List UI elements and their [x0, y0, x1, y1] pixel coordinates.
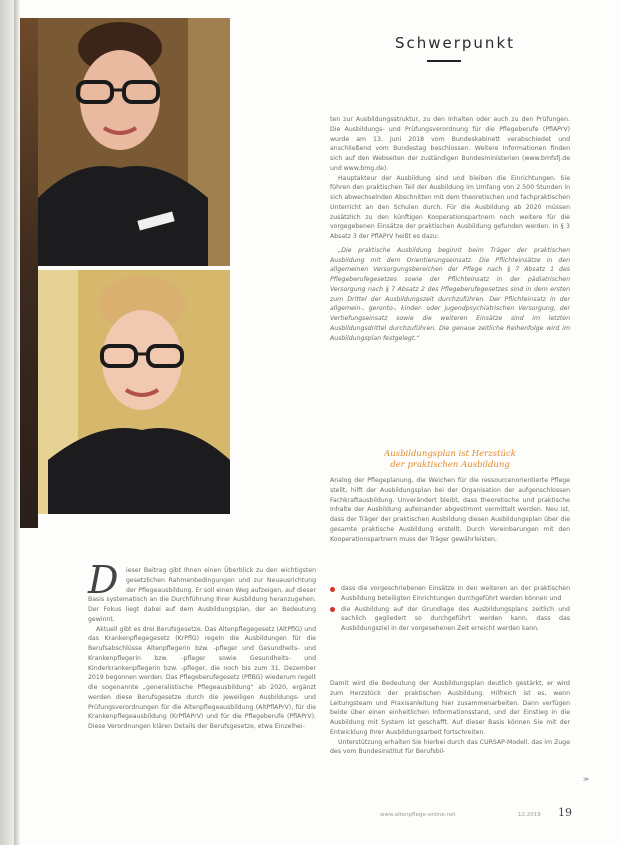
lead-paragraph: ieser Beitrag gibt Ihnen einen Überblick zu den wichtigsten gesetzlichen Rahmenbedingungen und zur Neuausrichtung der Pflegeausbildung. Er soll einen Weg aufzeigen, auf dieser Basis systematisch an die Durchführung Ihrer Ausbildung heranzugehen. Der Fokus liegt dabei auf dem Ausbildungsplan, der an Bedeutung gewinnt.	[88, 567, 316, 623]
paragraph: Analog der Pflegeplanung, die Weichen für die ressourcenorientierte Pflege stellt, hilft der Ausbildungsplan bei der Organisation der aufgenschlossen Fachkraftausbildung. Unverändert bleibt, dass theoretische und praktische Inhalte der Ausbildung aufeinander abgestimmt vermittelt werden. Neu ist, dass der Träger der praktischen Ausbildung diesen Ausbildungsplan über die gesamte praktische Ausbildung erstellt. Durch Vereinbarungen mit den Kooperationspartnern muss der Träger gewährleisten,	[330, 477, 570, 543]
portrait-illustration-2	[38, 270, 230, 514]
bullet-list	[330, 584, 570, 634]
paragraph: Damit wird die Bedeutung der Ausbildungsplan deutlich gestärkt, er wird zum Herzstück der praktischen Ausbildung. Hilfreich ist es, wenn Leitungsteam und Praxisanleitung hier zusammenarbeiten. Dann verfügen beide über einen einheitlichen Informationsstand, und der Einstieg in die Ausbildung mit System ist geschafft. Auf dieser Basis können Sie mit der Entwicklung Ihrer Ausbildungsarbeit fortschreiten.	[330, 680, 570, 736]
portrait-illustration-1	[38, 18, 230, 266]
list-item: dass die vorgeschriebenen Einsätze in den weiteren an der praktischen Ausbildung beteiligten Einrichtungen durchgeführt werden können und	[330, 584, 570, 604]
footer-date: 12.2019	[518, 812, 541, 818]
paragraph: Aktuell gibt es drei Berufsgesetze. Das Altenpflegegesetz (AltPflG) und das Krankenpflegegesetz (KrPflG) regeln die Ausbildungen für die Berufsabschlüsse Altenpflegerin bzw. -pfleger und Gesundheits- und Krankenpflegerin bzw. -pfleger sowie Gesundheits- und Kinderkrankenpflegerin bzw. -pfleger, die noch bis zum 31. Dezember 2019 begonnen werden. Das Pflegeberufegesetz (PflBG) wiederum regelt die sogenannte „generalistische Pflegeausbildung“ ab 2020, ergänzt werden diese Berufsgesetze durch die jeweiligen Ausbildungs- und Prüfungsverordnungen für die Altenpflegeausbildung (AltPflAPrV), für die Krankenpflegeausbildung (KrPflAPrV) und für die Pflegeberufe (PflAPrV). Diese Verordnungen klären Details der Berufsgesetze, etwa Einzelhei-	[88, 625, 316, 730]
photo-trainee-2	[38, 270, 230, 514]
subheading-line: der praktischen Ausbildung	[390, 460, 510, 470]
paragraph: Hauptakteur der Ausbildung sind und bleiben die Einrichtungen. Sie führen den praktischen Teil der Ausbildung im Umfang von 2.500 Stunden in sich abwechselnden Abschnitten mit dem theoretischen und fachpraktischen Unterricht an den Schulen durch. Für die Ausbildung ab 2020 müssen zusätzlich zu den künftigen Kooperationspartnern noch weitere für die vorgegebenen Einsätze der praktischen Ausbildung gefunden werden. In § 3 Absatz 3 der PflAPrV heißt es dazu:	[330, 174, 570, 240]
subheading	[360, 449, 540, 471]
drop-cap: D	[88, 558, 119, 602]
right-column-lower	[330, 476, 570, 544]
page-edge	[0, 0, 14, 845]
section-rule	[427, 60, 461, 62]
section-title: Schwerpunkt	[394, 34, 516, 52]
page-number: 19	[558, 806, 572, 819]
left-column	[88, 566, 316, 732]
right-column-end	[330, 679, 570, 757]
right-column	[330, 115, 570, 343]
footer-url: www.altenpflege-online.net	[380, 812, 456, 818]
paragraph: ten zur Ausbildungsstruktur, zu den Inhalten oder auch zu den Prüfungen. Die Ausbildungs- und Prüfungsverordnung für die Pflegeberufe (PflAPrV) wurde am 13. Juni 2018 vom Bundeskabinett verabschiedet und anschließend vom Bundestag beschlossen. Weitere Informationen finden sich auf den Webseiten der zuständigen Bundesministerien (www.bmfsfj.de und www.bmg.de).	[330, 116, 570, 172]
quote: „Die praktische Ausbildung beginnt beim Träger der praktischen Ausbildung mit dem Orientierungseinsatz. Die Pflichteinsätze in den allgemeinen Versorgungsbereichen der Pflege nach § 7 Absatz 1 des Pflegeberufegesetzes sowie der Pflichteinsatz in der pädiatrischen Versorgung nach § 7 Absatz 2 des Pflegeberufegesetzes sind in dem ersten zum Drittel der Ausbildungszeit durchzuführen. Der Pflichteinsatz in der allgemein-, geronto-, kinder- oder jugendpsychiatrischen Versorgung, der Vertiefungseinsatz sowie die weiteren Einsätze sind im letzten Ausbildungsdrittel durchzuführen. Die genaue zeitliche Reihenfolge wird im Ausbildungsplan festgelegt.“	[330, 246, 570, 342]
list-item: die Ausbildung auf der Grundlage des Ausbildungsplans zeitlich und sachlich gegliedert so durchgeführt werden kann, dass das Ausbildungsziel in der vorgesehenen Zeit erreicht werden kann.	[330, 605, 570, 634]
continue-mark: ≫	[583, 776, 590, 783]
bullet-icon	[330, 607, 335, 612]
bullet-icon	[330, 587, 335, 592]
subheading-line: Ausbildungsplan ist Herzstück	[384, 449, 516, 459]
photo-strip	[20, 18, 38, 528]
paragraph: Unterstützung erhalten Sie hierbei durch das CURSAP-Modell, das im Zuge des vom Bundesinstitut für Berufsbil-	[330, 738, 570, 756]
photo-trainee-1	[38, 18, 230, 266]
